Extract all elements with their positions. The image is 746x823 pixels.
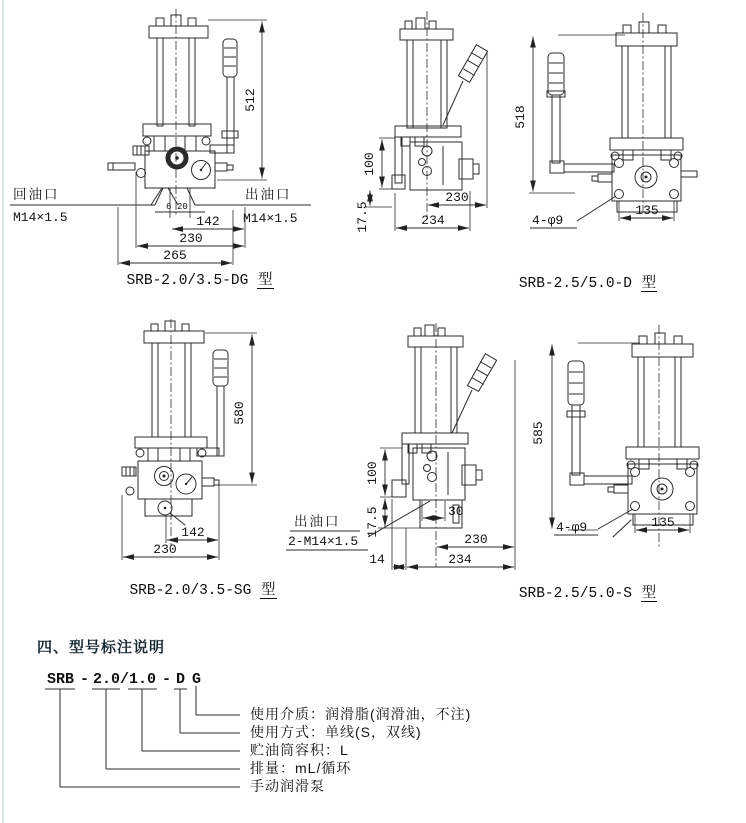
dim-135: 135 [635,203,659,218]
dim-height: 585 [531,421,546,445]
callout-reservoir: 贮油筒容积：L [250,742,349,758]
caption-dg [112,268,288,289]
callout-displacement: 排量：mL/循环 [250,760,352,776]
dim-20: 20 [177,202,188,212]
dim-30: 30 [448,504,464,519]
dim-height: 512 [243,88,258,112]
pump-body-group [392,323,497,567]
valve-lever [170,513,185,525]
outlet-port-label: 出油口 [245,187,292,202]
dim-230: 230 [445,190,469,205]
dim-265: 265 [163,248,187,263]
pump-body-group [122,319,228,545]
outlet-port-thread: 2-M14×1.5 [288,534,359,549]
dim-14: 14 [369,552,385,567]
section-heading: 四、型号标注说明 [37,639,166,656]
dim-142: 142 [196,214,220,229]
page-edge-line [2,0,4,823]
drawing-s-side [280,315,530,581]
model-capacity: 2.0/1.0 [93,671,157,688]
handle-shaft [552,95,560,163]
dim-height: 580 [232,401,247,425]
caption-s [500,581,676,602]
outlet-port-label: 出油口 [294,514,341,529]
dimension-group [122,333,257,560]
pump-body-group [547,13,697,213]
drawing-dg-front [5,5,315,267]
dim-100: 100 [365,461,380,485]
dimension-group [513,35,674,228]
caption-d-suffix: 型 [641,275,657,291]
dimension-group [10,20,311,265]
caption-dg-suffix: 型 [258,272,273,288]
model-brand: SRB [47,671,75,688]
dimension-group [355,53,487,233]
callout-pump-type: 手动润滑泵 [250,778,325,794]
dim-100: 100 [362,152,377,176]
handle-shaft [217,386,224,456]
drawing-s-front [528,315,746,583]
caption-s-suffix: 型 [641,585,657,601]
pump-body-group [392,11,488,217]
model-line-type: D [176,671,186,688]
handle-shaft [452,390,472,433]
caption-sg-suffix: 型 [261,582,276,598]
legend-lines [45,686,240,787]
dim-230: 230 [153,542,177,557]
dim-234: 234 [421,213,445,228]
handle-shaft [443,81,463,125]
callout-line-type: 使用方式：单线(S，双线) [250,724,422,740]
caption-s-code: SRB-2.5/5.0-S [518,586,632,602]
drawing-dg-side [355,5,500,240]
dim-234: 234 [448,552,472,567]
dimension-group [286,360,515,570]
dim-6: 6 [166,202,172,212]
model-code [47,671,201,688]
dim-height: 518 [513,105,528,129]
dim-17-5: 17.5 [355,201,370,233]
dim-135: 135 [651,515,675,530]
pump-body-group [108,9,238,217]
caption-sg [115,578,291,599]
drawing-d-front [515,5,746,267]
legend-callouts [250,706,471,794]
handle-shaft [227,77,234,153]
model-dash-1: - [80,671,90,688]
handle-grip [548,53,564,95]
model-dash-2: - [162,671,172,688]
dim-17-5: 17.5 [365,506,380,538]
model-medium: G [192,671,202,688]
return-port-label: 回油口 [13,187,60,202]
caption-dg-code: SRB-2.0/3.5-DG [126,273,249,289]
model-designation-diagram [40,666,740,806]
dim-142: 142 [181,525,205,540]
outlet-port-thread: M14×1.5 [243,211,298,226]
callout-medium: 使用介质：润滑脂(润滑油，不注) [250,706,472,722]
caption-d-code: SRB-2.5/5.0-D [518,276,632,292]
dim-230: 230 [179,231,203,246]
handle-grip [223,39,237,77]
valve-lever [613,520,631,537]
pump-body-group [567,325,699,547]
holes-label: 4-φ9 [556,520,588,535]
dimension-group [531,343,690,535]
dim-230: 230 [464,532,488,547]
caption-d [500,271,676,292]
holes-label: 4-φ9 [532,213,564,228]
return-port-thread: M14×1.5 [13,210,68,225]
handle-shaft [572,405,580,475]
caption-sg-code: SRB-2.0/3.5-SG [129,583,252,599]
